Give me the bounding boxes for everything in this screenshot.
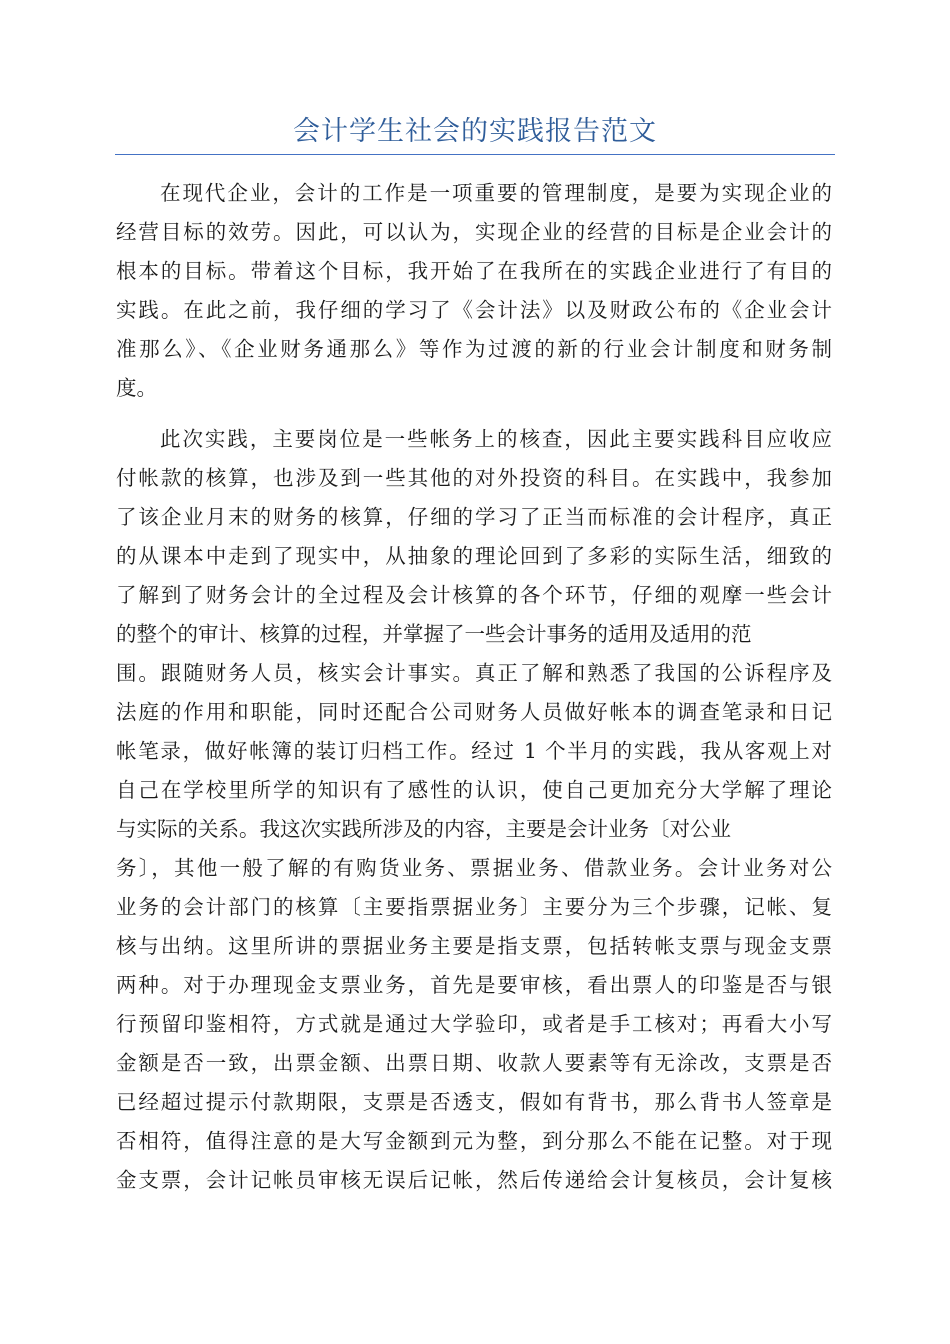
paragraph-line: 付帐款的核算，也涉及到一些其他的对外投资的科目。在实践中，我参加 [116, 466, 832, 490]
paragraph-line: 实践。在此之前，我仔细的学习了《会计法》以及财政公布的《企业会计 [116, 298, 832, 322]
paragraph-line: 自己在学校里所学的知识有了感性的认识，使自己更加充分大学解了理论 [116, 778, 832, 802]
paragraph-line: 经营目标的效劳。因此，可以认为，实现企业的经营的目标是企业会计的 [116, 220, 832, 244]
paragraph-line: 业务的会计部门的核算〔主要指票据业务〕主要分为三个步骤，记帐、复 [116, 895, 832, 919]
paragraph-line: 帐笔录，做好帐簿的装订归档工作。经过 1 个半月的实践，我从客观上对 [116, 739, 832, 763]
paragraph-line: 已经超过提示付款期限，支票是否透支，假如有背书，那么背书人签章是 [116, 1090, 832, 1114]
paragraph-line: 与实际的关系。我这次实践所涉及的内容，主要是会计业务〔对公业 [116, 817, 731, 841]
paragraph-line: 准那么》、《企业财务通那么》等作为过渡的新的行业会计制度和财务制 [116, 337, 832, 361]
paragraph-1 [116, 174, 832, 408]
document-title: 会计学生社会的实践报告范文 [293, 116, 657, 147]
paragraph-line: 法庭的作用和职能，同时还配合公司财务人员做好帐本的调查笔录和日记 [116, 700, 832, 724]
paragraph-line: 度。 [116, 376, 157, 400]
paragraph-line: 围。跟随财务人员，核实会计事实。真正了解和熟悉了我国的公诉程序及 [116, 661, 832, 685]
paragraph-line: 的从课本中走到了现实中，从抽象的理论回到了多彩的实际生活，细致的 [116, 544, 832, 568]
title-underline [115, 154, 835, 155]
paragraph-line: 务〕，其他一般了解的有购货业务、票据业务、借款业务。会计业务对公 [116, 856, 832, 880]
paragraph-line: 行预留印鉴相符，方式就是通过大学验印，或者是手工核对；再看大小写 [116, 1012, 832, 1036]
paragraph-line: 的整个的审计、核算的过程，并掌握了一些会计事务的适用及适用的范 [116, 622, 752, 646]
paragraph-line: 金额是否一致，出票金额、出票日期、收款人要素等有无涂改，支票是否 [116, 1051, 832, 1075]
paragraph-line: 此次实践，主要岗位是一些帐务上的核查，因此主要实践科目应收应 [160, 427, 832, 451]
paragraph-line: 根本的目标。带着这个目标，我开始了在我所在的实践企业进行了有目的 [116, 259, 832, 283]
paragraph-line: 金支票，会计记帐员审核无误后记帐，然后传递给会计复核员，会计复核 [116, 1168, 832, 1192]
paragraph-line: 否相符，值得注意的是大写金额到元为整，到分那么不能在记整。对于现 [116, 1129, 832, 1153]
paragraph-2 [116, 420, 832, 1200]
paragraph-line: 了解到了财务会计的全过程及会计核算的各个环节，仔细的观摩一些会计 [116, 583, 832, 607]
paragraph-line: 核与出纳。这里所讲的票据业务主要是指支票，包括转帐支票与现金支票 [116, 934, 832, 958]
paragraph-line: 了该企业月末的财务的核算，仔细的学习了正当而标准的会计程序，真正 [116, 505, 832, 529]
paragraph-line: 两种。对于办理现金支票业务，首先是要审核，看出票人的印鉴是否与银 [116, 973, 832, 997]
paragraph-line: 在现代企业，会计的工作是一项重要的管理制度，是要为实现企业的 [160, 181, 832, 205]
